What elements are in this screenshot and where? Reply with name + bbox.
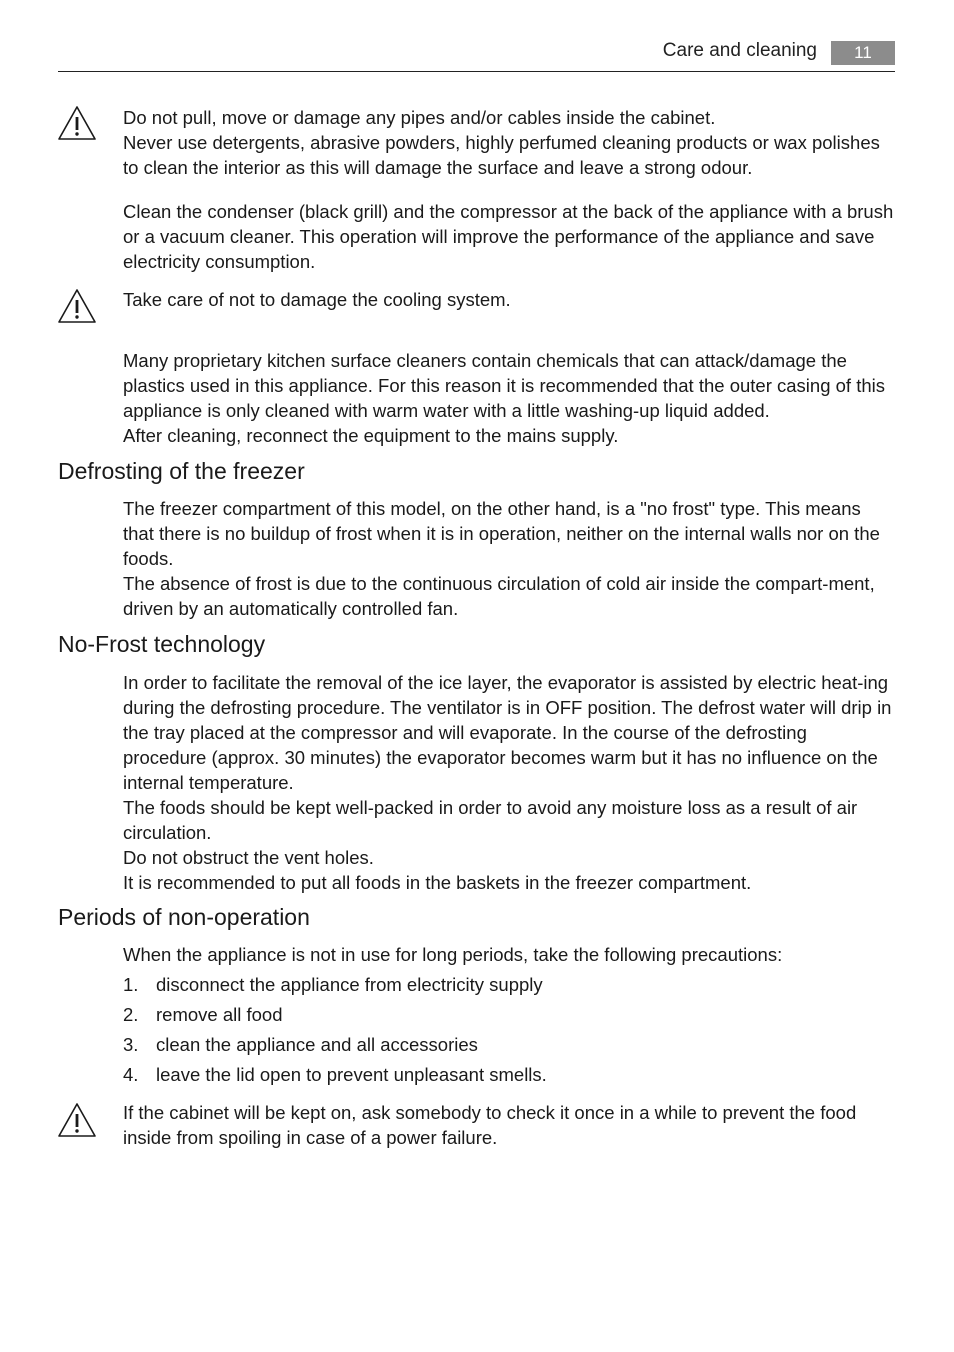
list-item xyxy=(123,972,895,1002)
condenser-paragraph xyxy=(123,199,895,274)
list-item xyxy=(123,1032,895,1062)
paragraph: The freezer compartment of this model, on the other hand, is a "no frost" type. This means that there is no buildup of frost when it is in operation, neither on the internal walls nor on the foods. xyxy=(123,498,880,569)
paragraph: Many proprietary kitchen surface cleaners contain chemicals that can attack/damage the plastics used in this appliance. For this reason it is recommended that the outer casing of this appliance is only cleaned with warm water with a little washing-up liquid added. xyxy=(123,350,885,421)
list-number: 4. xyxy=(123,1064,139,1085)
paragraph: When the appliance is not in use for long periods, take the following precautions: xyxy=(123,944,783,965)
paragraph: The foods should be kept well-packed in order to avoid any moisture loss as a result of air circulation. xyxy=(123,797,858,843)
nofrost-body xyxy=(123,670,895,895)
heading-nofrost: No-Frost technology xyxy=(58,631,266,657)
nonoperation-intro xyxy=(123,942,895,967)
warning-cooling xyxy=(123,287,895,312)
cleaners-paragraph xyxy=(123,348,895,448)
paragraph: Clean the condenser (black grill) and the compressor at the back of the appliance with a brush or a vacuum cleaner. This operation will improve the performance of the appliance and save electricity consumption. xyxy=(123,201,894,272)
warning-icon xyxy=(57,288,97,324)
precautions-list xyxy=(123,972,895,1092)
list-number: 2. xyxy=(123,1004,139,1025)
page-number: 11 xyxy=(831,41,895,65)
warning-cabinet xyxy=(123,1100,895,1150)
paragraph: After cleaning, reconnect the equipment to the mains supply. xyxy=(123,425,619,446)
section-title: Care and cleaning xyxy=(662,40,817,61)
list-text: remove all food xyxy=(156,1004,283,1025)
list-item xyxy=(123,1002,895,1032)
warning-text: If the cabinet will be kept on, ask somebody to check it once in a while to prevent the food inside from spoiling in case of a power failure. xyxy=(123,1102,857,1148)
warning-text: Never use detergents, abrasive powders, highly perfumed cleaning products or wax polishes to clean the interior as this will damage the surface and leave a strong odour. xyxy=(123,132,880,178)
warning-icon xyxy=(57,1102,97,1138)
warning-text: Do not pull, move or damage any pipes and/or cables inside the cabinet. xyxy=(123,107,716,128)
paragraph: It is recommended to put all foods in the baskets in the freezer compartment. xyxy=(123,872,752,893)
paragraph: In order to facilitate the removal of the ice layer, the evaporator is assisted by electric heat-ing during the defrosting procedure. The ventilator is in OFF position. The defrost water will drip in the tray placed at the compressor and will evaporate. In the course of the defrosting procedure (approx. 30 minutes) the evaporator becomes warm but it has no influence on the internal temperature. xyxy=(123,672,892,793)
list-item xyxy=(123,1062,895,1092)
warning-pipes xyxy=(123,105,895,180)
list-text: disconnect the appliance from electricity supply xyxy=(156,974,543,995)
page-header xyxy=(58,38,895,72)
list-number: 3. xyxy=(123,1034,139,1055)
heading-defrosting: Defrosting of the freezer xyxy=(58,458,305,484)
list-text: clean the appliance and all accessories xyxy=(156,1034,478,1055)
warning-text: Take care of not to damage the cooling system. xyxy=(123,289,511,310)
defrosting-body xyxy=(123,496,895,621)
list-number: 1. xyxy=(123,974,139,995)
paragraph: The absence of frost is due to the continuous circulation of cold air inside the compart-ment, driven by an automatically controlled fan. xyxy=(123,573,875,619)
heading-nonoperation: Periods of non-operation xyxy=(58,904,310,930)
list-text: leave the lid open to prevent unpleasant smells. xyxy=(156,1064,547,1085)
warning-icon xyxy=(57,105,97,141)
paragraph: Do not obstruct the vent holes. xyxy=(123,847,374,868)
